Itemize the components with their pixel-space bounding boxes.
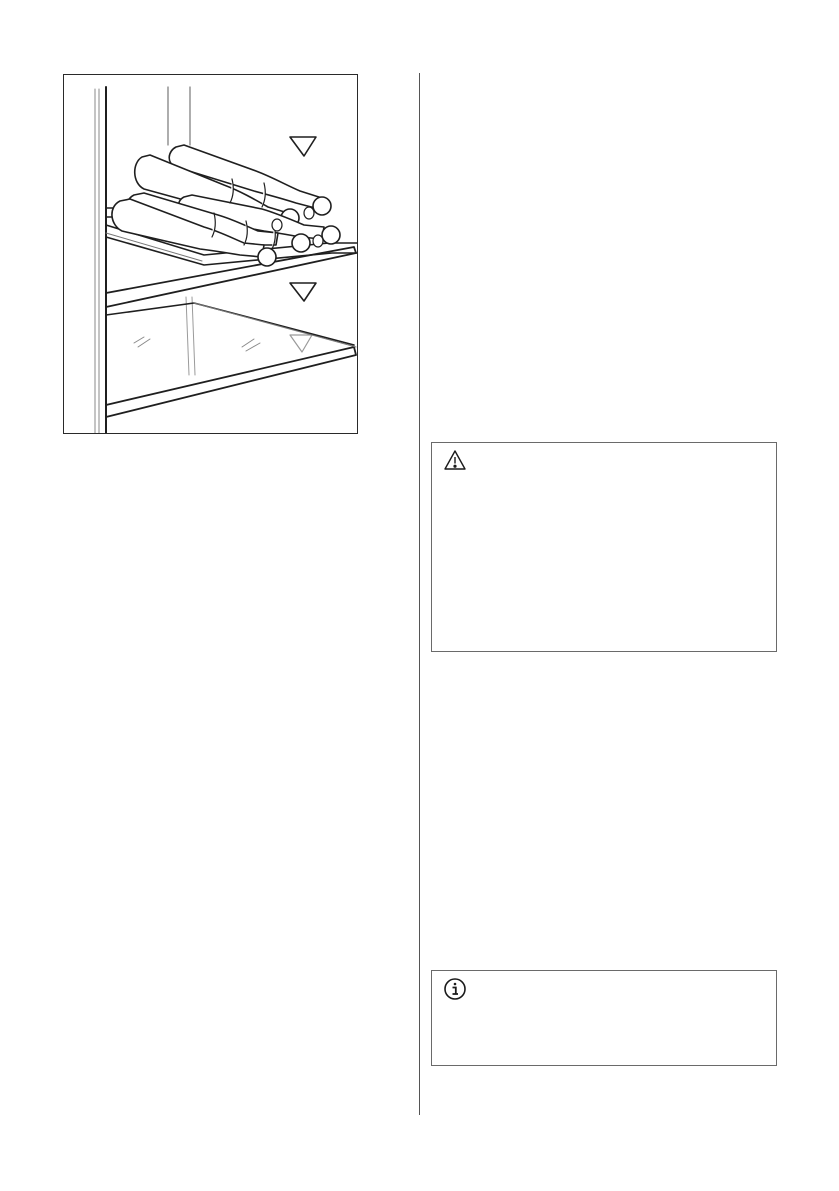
info-circle-icon [443,977,467,1006]
shelf-marker-mid-icon [290,283,316,301]
info-notice-box [431,970,777,1066]
glass-shelf [106,303,356,417]
column-divider [419,73,420,1115]
shelf-marker-top-icon [290,137,316,156]
warning-triangle-icon [443,449,467,476]
cabinet-side-wall [95,87,106,434]
warning-notice-box [431,442,777,652]
shelf-marker-bottom-icon [290,335,312,352]
wine-shelf-illustration [63,74,358,434]
